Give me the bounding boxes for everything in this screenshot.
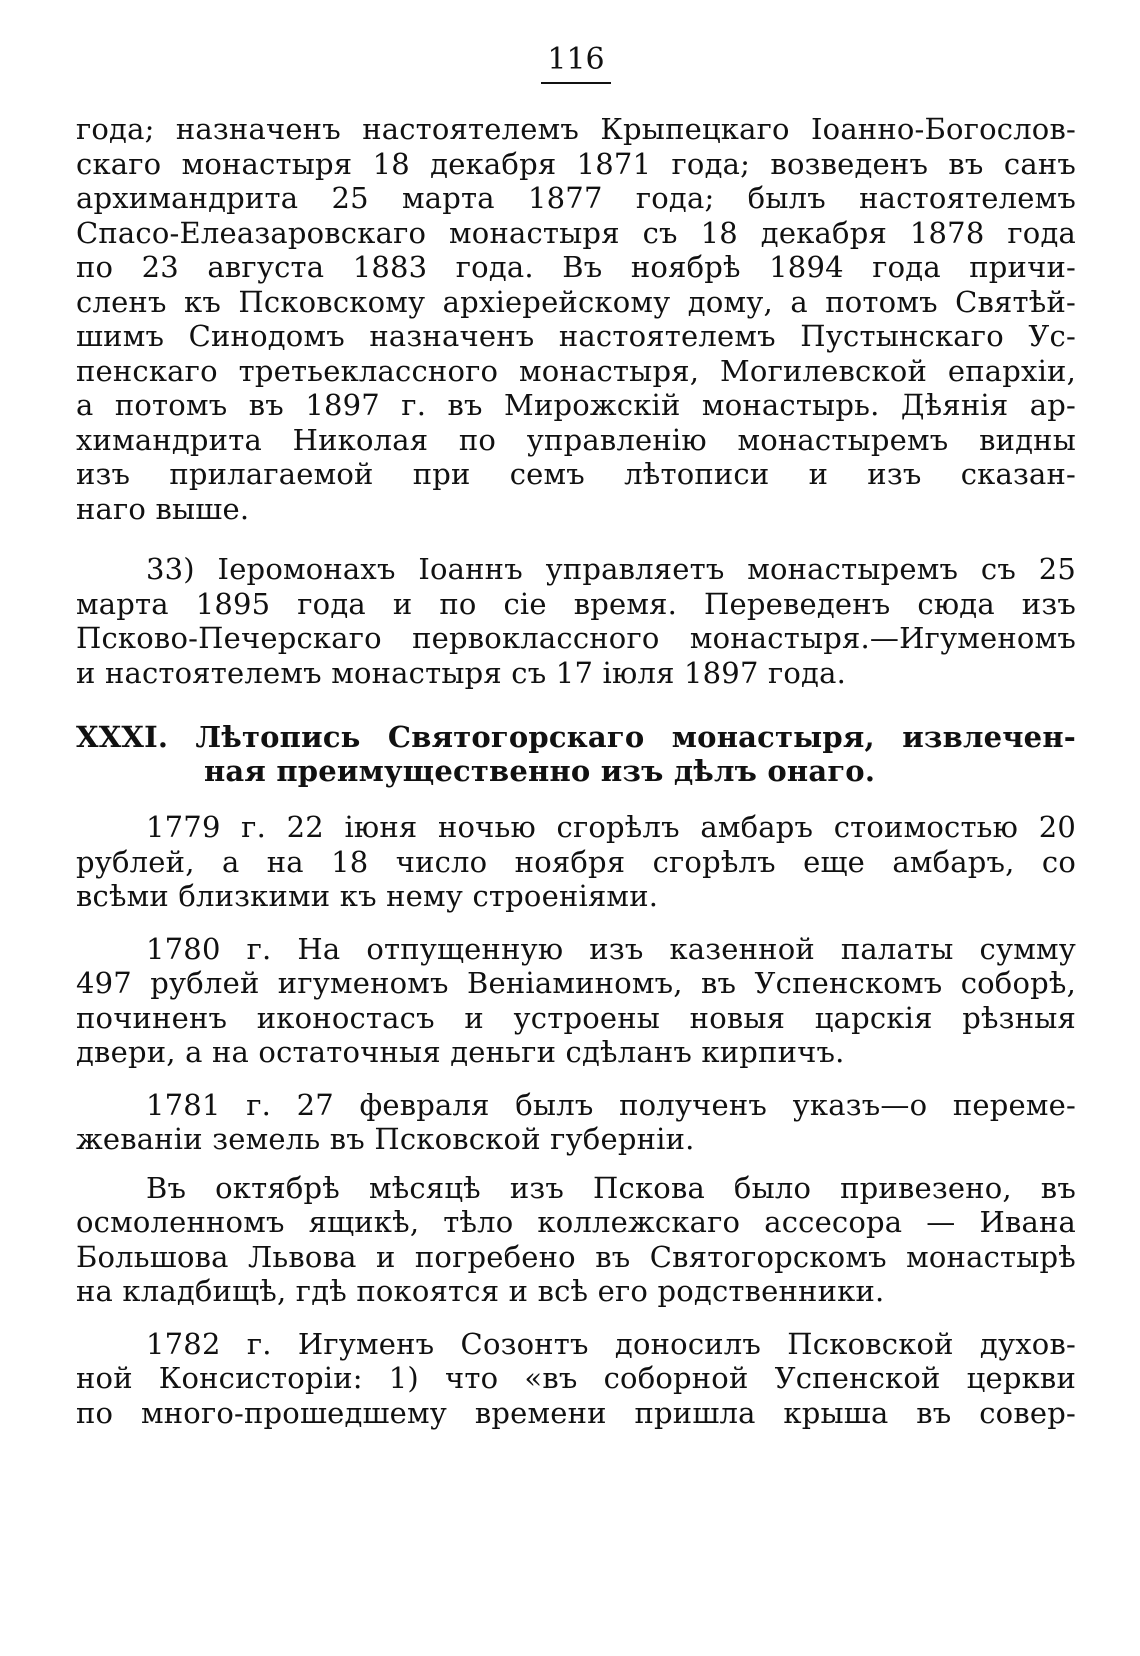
entry-1782 (76, 1327, 1076, 1431)
text-line: марта 1895 года и по сіе время. Переведенъ сюда изъ (76, 586, 1076, 621)
text-line: по 23 августа 1883 года. Въ ноябрѣ 1894 года причи- (76, 250, 1076, 284)
text-line: ной Консисторіи: 1) что «въ соборной Успенской церкви (76, 1361, 1076, 1395)
page-number-text: 116 (541, 40, 610, 84)
heading-line: XXXI. Лѣтопись Святогорскаго монастыря, извлечен- (76, 720, 1076, 754)
text-line: жеваніи земель въ Псковской губерніи. (76, 1122, 695, 1156)
entry-1781 (76, 1088, 1076, 1157)
paragraph-hieromonk-ioann (76, 552, 1076, 690)
text-line: починенъ иконостасъ и устроены новыя царскія рѣзныя (76, 1000, 1076, 1035)
text-line: по много-прошедшему времени пришла крыша въ совер- (76, 1395, 1076, 1430)
entry-1781-october (76, 1171, 1076, 1309)
text-line: Спасо-Елеазаровскаго монастыря съ 18 декабря 1878 года (76, 215, 1076, 250)
text-line: Въ октябрѣ мѣсяцѣ изъ Пскова было привезено, въ (146, 1170, 1076, 1205)
text-line: двери, а на остаточныя деньги сдѣланъ кирпичъ. (76, 1035, 845, 1069)
text-line: 1779 г. 22 іюня ночью сгорѣлъ амбаръ стоимостью 20 (146, 810, 1076, 844)
text-line: Псково-Печерскаго первоклассного монастыря.—Игуменомъ (76, 621, 1076, 655)
document-page (76, 40, 1076, 1444)
text-line: и настоятелемъ монастыря съ 17 іюля 1897 года. (76, 655, 847, 690)
text-line: на кладбищѣ, гдѣ покоятся и всѣ его родственники. (76, 1274, 885, 1308)
text-line: Большова Львова и погребено въ Святогорскомъ монастырѣ (76, 1239, 1076, 1274)
text-line: скаго монастыря 18 декабря 1871 года; возведенъ въ санъ (76, 146, 1076, 181)
text-line: пенскаго третьеклассного монастыря, Могилевской епархіи, (76, 353, 1076, 388)
text-line: 497 рублей игуменомъ Веніаминомъ, въ Успенскомъ соборѣ, (76, 966, 1076, 1000)
text-line: изъ прилагаемой при семъ лѣтописи и изъ сказан- (76, 457, 1076, 491)
text-line: архимандрита 25 марта 1877 года; былъ настоятелемъ (76, 181, 1076, 215)
text-line: 1780 г. На отпущенную изъ казенной палаты сумму (146, 931, 1076, 966)
text-line: шимъ Синодомъ назначенъ настоятелемъ Пустынскаго Ус- (76, 319, 1076, 353)
text-line: а потомъ въ 1897 г. въ Мирожскій монастырь. Дѣянія ар- (76, 388, 1076, 422)
text-line: рублей, а на 18 число ноября сгорѣлъ еще амбаръ, со (76, 844, 1076, 879)
paragraph-biography-continued (76, 112, 1076, 526)
text-line: наго выше. (76, 491, 250, 526)
text-line: осмоленномъ ящикѣ, тѣло коллежскаго ассесора — Ивана (76, 1205, 1076, 1239)
text-line: сленъ къ Псковскому архіерейскому дому, а потомъ Святѣй- (76, 284, 1076, 319)
page-number (76, 40, 1076, 84)
text-line: всѣми близкими къ нему строеніями. (76, 879, 659, 913)
text-line: 1781 г. 27 февраля былъ полученъ указъ—о переме- (146, 1087, 1076, 1122)
text-line: года; назначенъ настоятелемъ Крыпецкаго Іоанно-Богослов- (76, 112, 1076, 146)
section-heading (76, 720, 1076, 788)
text-line: химандрита Николая по управленію монастыремъ видны (76, 422, 1076, 457)
entry-1779 (76, 810, 1076, 914)
heading-line: ная преимущественно изъ дѣлъ онаго. (204, 754, 876, 788)
entry-1780 (76, 932, 1076, 1070)
text-line: 33) Іеромонахъ Іоаннъ управляетъ монастыремъ съ 25 (146, 552, 1076, 586)
text-line: 1782 г. Игуменъ Созонтъ доносилъ Псковской духов- (146, 1326, 1076, 1361)
